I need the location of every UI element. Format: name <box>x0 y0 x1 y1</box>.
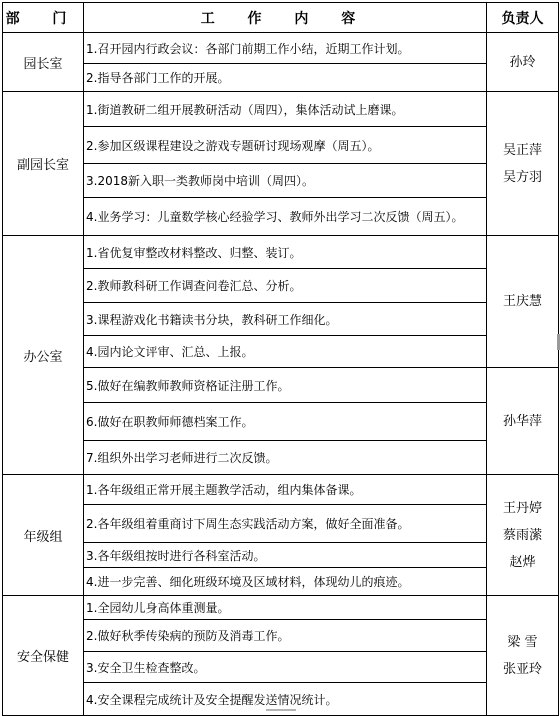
header-lead: 负责人 <box>487 3 559 33</box>
lead-name: 王丹婷 <box>502 500 542 516</box>
task-item: 1.各年级组正常开展主题教学活动，组内集体备课。 <box>84 475 487 505</box>
table-row <box>3 269 559 303</box>
task-item: 2.教师教科研工作调查问卷汇总、分析。 <box>84 269 487 303</box>
header-task <box>84 3 487 33</box>
work-schedule-table <box>2 2 559 716</box>
table-row <box>3 620 559 652</box>
task-item: 3.2018新入职一类教师岗中培训（周四）。 <box>84 164 487 198</box>
table-row <box>3 236 559 269</box>
dept-office: 办公室 <box>3 236 84 475</box>
lead-safety-health <box>487 596 559 716</box>
task-item: 3.安全卫生检查整改。 <box>84 652 487 683</box>
table-row <box>3 368 559 403</box>
table-row <box>3 164 559 198</box>
table-row <box>3 475 559 505</box>
task-item: 3.课程游戏化书籍读书分块，教科研工作细化。 <box>84 303 487 336</box>
task-item: 4.安全课程完成统计及安全提醒发送情况统计。 <box>84 683 487 716</box>
task-item: 1.全园幼儿身高体重测量。 <box>84 596 487 620</box>
lead-principal <box>487 33 559 92</box>
lead-name: 孙华萍 <box>502 413 542 429</box>
task-item: 3.各年级组按时进行各科室活动。 <box>84 543 487 568</box>
table-row <box>3 33 559 64</box>
task-item: 2.参加区级课程建设之游戏专题研讨现场观摩（周五）。 <box>84 127 487 164</box>
lead-name: 赵烨 <box>509 554 536 570</box>
task-item: 1.省优复审整改材料整改、归整、装订。 <box>84 236 487 269</box>
table-row <box>3 303 559 336</box>
task-item: 2.做好秋季传染病的预防及消毒工作。 <box>84 620 487 652</box>
lead-name: 梁 雪 <box>507 634 538 650</box>
lead-name: 蔡雨潆 <box>502 527 542 543</box>
task-item: 6.做好在职教师师德档案工作。 <box>84 403 487 441</box>
table-row <box>3 441 559 475</box>
table-row <box>3 198 559 236</box>
lead-name: 孙玲 <box>509 54 536 70</box>
table-row <box>3 336 559 368</box>
lead-name: 王庆慧 <box>502 294 542 309</box>
dept-grade-groups: 年级组 <box>3 475 84 596</box>
lead-office-a <box>487 236 559 368</box>
table-row <box>3 505 559 543</box>
table-row <box>3 596 559 620</box>
lead-office-b <box>487 368 559 475</box>
lead-vice-principal <box>487 92 559 236</box>
task-item: 1.街道教研二组开展教研活动（周四），集体活动试上磨课。 <box>84 92 487 127</box>
header-dept-label: 部 门 <box>5 10 81 27</box>
header-row <box>3 3 559 33</box>
dept-safety-health: 安全保健 <box>3 596 84 716</box>
page-edge-marker <box>266 709 296 711</box>
lead-grade-groups <box>487 475 559 596</box>
task-item: 4.业务学习：儿童数学核心经验学习、教师外出学习二次反馈（周五）。 <box>84 198 487 236</box>
task-item: 1.召开园内行政会议：各部门前期工作小结，近期工作计划。 <box>84 33 487 64</box>
header-dept <box>3 3 84 33</box>
task-item: 4.进一步完善、细化班级环境及区域材料，体现幼儿的痕迹。 <box>84 568 487 596</box>
table-row <box>3 652 559 683</box>
header-task-label: 工 作 内 容 <box>200 10 370 27</box>
table-row <box>3 568 559 596</box>
table-row <box>3 92 559 127</box>
table-row <box>3 543 559 568</box>
table-row <box>3 127 559 164</box>
dept-vice-principal: 副园长室 <box>3 92 84 236</box>
dept-principal: 园长室 <box>3 33 84 92</box>
task-item: 5.做好在编教师教师资格证注册工作。 <box>84 368 487 403</box>
lead-name: 吴方羽 <box>502 169 542 185</box>
table-row <box>3 64 559 92</box>
task-item: 7.组织外出学习老师进行二次反馈。 <box>84 441 487 475</box>
table-row <box>3 403 559 441</box>
task-item: 4.园内论文评审、汇总、上报。 <box>84 336 487 368</box>
lead-name: 张亚玲 <box>502 661 542 677</box>
task-item: 2.指导各部门工作的开展。 <box>84 64 487 92</box>
lead-name: 吴正萍 <box>502 142 542 158</box>
task-item: 2.各年级组着重商讨下周生态实践活动方案，做好全面准备。 <box>84 505 487 543</box>
